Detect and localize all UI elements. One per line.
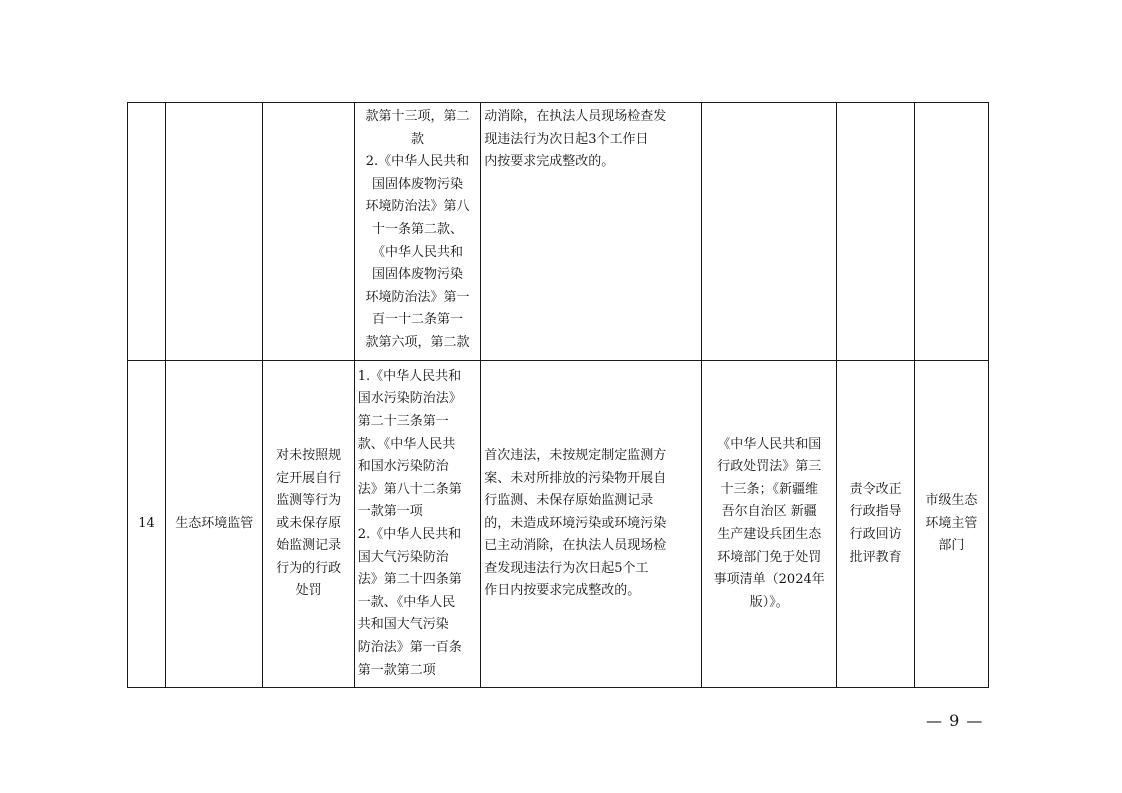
behavior-cell	[263, 361, 354, 688]
authority-cell	[914, 103, 988, 361]
measures-cell	[837, 103, 914, 361]
exemption-basis-line: 事项清单（2024年	[713, 572, 825, 588]
table-row	[128, 103, 989, 361]
legal-basis-line: 环境防治法》第一	[365, 289, 470, 305]
authority-line: 部门	[938, 538, 965, 554]
legal-basis-line: 款	[410, 131, 424, 147]
legal-basis-line: 国水污染防治法》	[357, 391, 462, 407]
legal-basis-line: 款、《中华人民共	[357, 436, 456, 452]
table-row	[128, 361, 989, 688]
legal-basis-line: 百一十二条第一	[371, 312, 463, 328]
condition-line: 已主动消除，在执法人员现场检	[484, 538, 667, 554]
serial-number-cell: 14	[128, 361, 166, 688]
exemption-basis-line: 十三条；《新疆维	[720, 481, 818, 497]
authority-cell	[914, 361, 988, 688]
exemption-table	[127, 102, 989, 688]
exemption-basis-line: 生产建设兵团生态	[717, 527, 822, 542]
page-number: — 9 —	[926, 711, 984, 730]
measures-cell	[837, 361, 914, 688]
legal-basis-cell	[354, 361, 480, 688]
condition-line: 作日内按要求完成整改的。	[484, 583, 641, 599]
legal-basis-line: 十一条第二款、	[371, 221, 463, 237]
legal-basis-line: 一款、《中华人民	[357, 594, 456, 610]
legal-basis-line: 第一款第二项	[357, 662, 436, 678]
authority-line: 环境主管	[925, 515, 978, 531]
legal-basis-line: 《中华人民共和	[371, 244, 463, 260]
category-cell: 生态环境监管	[166, 361, 263, 688]
exemption-basis-line: 版）》。	[749, 594, 789, 610]
measure-line: 行政指导	[849, 504, 902, 520]
legal-basis-line: 第二十三条第一	[357, 414, 449, 430]
legal-basis-line: 款第十三项，第二	[365, 109, 470, 124]
exemption-basis-line: 环境部门免于处罚	[717, 549, 822, 565]
condition-line: 首次违法，未按规定制定监测方	[484, 447, 667, 463]
exemption-basis-line: 吾尔自治区 新疆	[721, 504, 817, 520]
legal-basis-line: 2.《中华人民共和	[365, 154, 470, 170]
measure-line: 批评教育	[849, 549, 902, 565]
legal-basis-line: 环境防治法》第八	[365, 199, 470, 215]
behavior-cell	[263, 103, 354, 361]
behavior-line: 定开展自行	[276, 470, 342, 486]
legal-basis-line: 法》第八十二条第	[357, 481, 462, 497]
behavior-line: 监测等行为	[276, 493, 342, 509]
legal-basis-line: 和国水污染防治	[357, 459, 449, 475]
exemption-basis-cell	[701, 103, 836, 361]
measure-line: 行政回访	[849, 527, 902, 542]
legal-basis-line: 1.《中华人民共和	[357, 368, 462, 384]
behavior-line: 行为的行政	[276, 560, 342, 576]
serial-number-cell	[128, 103, 166, 361]
authority-line: 市级生态	[925, 493, 978, 509]
behavior-line: 始监测记录	[276, 538, 342, 554]
legal-basis-line: 2.《中华人民共和	[357, 527, 462, 542]
exemption-basis-line: 行政处罚法》第三	[717, 459, 822, 475]
exemption-condition-cell	[481, 103, 702, 361]
condition-line: 案、未对所排放的污染物开展自	[484, 470, 667, 486]
exemption-basis-line: 《中华人民共和国	[717, 436, 822, 452]
condition-line: 现违法行为次日起3个工作日	[484, 131, 649, 147]
exemption-basis-cell	[701, 361, 836, 688]
legal-basis-line: 国固体废物污染	[371, 176, 463, 192]
legal-basis-line: 国固体废物污染	[371, 267, 463, 283]
behavior-line: 处罚	[295, 583, 322, 599]
condition-line: 内按要求完成整改的。	[484, 154, 615, 170]
measure-line: 责令改正	[849, 481, 902, 497]
legal-basis-line: 国大气污染防治	[357, 549, 449, 565]
exemption-condition-cell	[481, 361, 702, 688]
legal-basis-line: 法》第二十四条第	[357, 572, 462, 588]
category-cell	[166, 103, 263, 361]
legal-basis-line: 共和国大气污染	[357, 617, 449, 633]
behavior-line: 对未按照规	[276, 447, 342, 463]
condition-line: 行监测、未保存原始监测记录	[484, 493, 654, 509]
legal-basis-line: 款第六项，第二款	[365, 334, 470, 350]
legal-basis-line: 防治法》第一百条	[357, 639, 462, 655]
behavior-line: 或未保存原	[276, 515, 342, 531]
legal-basis-cell	[354, 103, 480, 361]
condition-line: 的，未造成环境污染或环境污染	[484, 515, 667, 531]
condition-line: 查发现违法行为次日起5个工	[484, 560, 649, 576]
condition-line: 动消除，在执法人员现场检查发	[484, 109, 667, 124]
legal-basis-line: 一款第一项	[357, 504, 423, 520]
